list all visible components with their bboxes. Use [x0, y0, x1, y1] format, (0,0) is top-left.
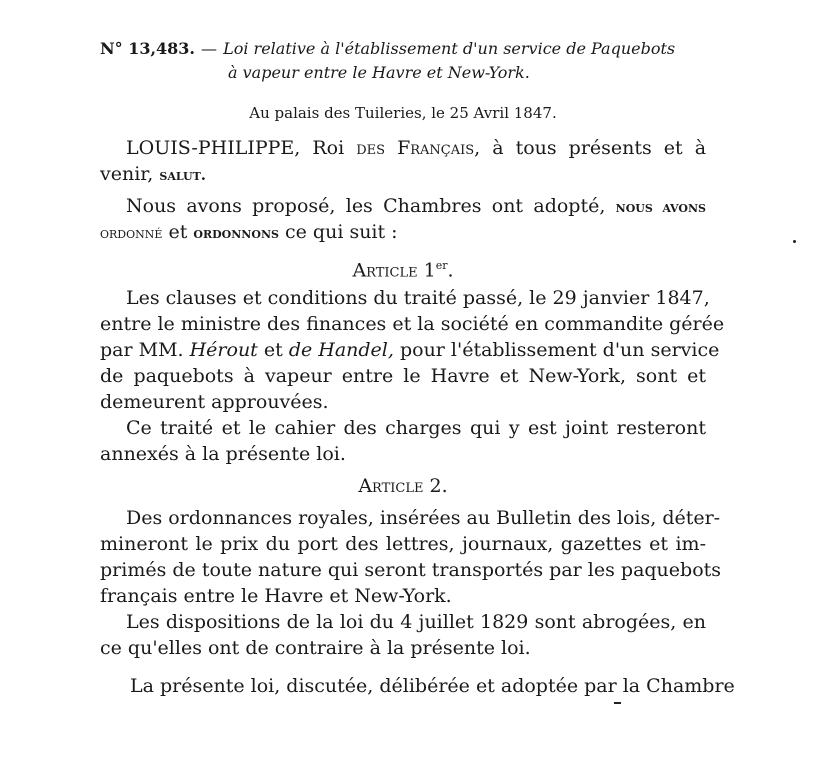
article1-dot: . [447, 259, 454, 282]
a1p1-line1 [100, 286, 710, 310]
salut-word: salut. [159, 166, 206, 184]
a2p1-line1 [100, 506, 721, 530]
a2p1-line2 [100, 532, 706, 556]
preamble-line1 [100, 136, 706, 160]
a2p2-text2: ce qu'elles ont de contraire à la présente loi. [100, 637, 531, 659]
closing-text: La présente loi, discutée, délibérée et adoptée par la Chambre [130, 675, 735, 697]
a2p1-line3 [100, 558, 722, 582]
a1p1-de-handel: de Handel, [288, 339, 394, 361]
king-name: LOUIS-PHILIPPE, [126, 137, 301, 159]
preamble-line2 [100, 162, 206, 187]
a2p1-line4 [100, 584, 452, 608]
a2p1-text3: primés de toute nature qui seront transportés par les paquebots [100, 559, 722, 581]
a1p1-text2: entre le ministre des finances et la société en commandite gérée [100, 313, 725, 335]
a1p1-et: et [263, 339, 283, 361]
article1-heading [100, 254, 706, 282]
article1-sup: er [435, 259, 448, 272]
ce-qui-suit: ce qui suit : [285, 221, 398, 243]
law-header-line2 [228, 60, 530, 85]
a2p1-text4: français entre le Havre et New-York. [100, 585, 452, 607]
a1p2-line2 [100, 442, 346, 466]
a1p1-service: pour l'établissement d'un service [399, 339, 720, 361]
francais-word: Français, [397, 137, 481, 159]
a1p2-line1 [100, 416, 706, 440]
a1p2-text1: Ce traité et le cahier des charges qui y est joint resteront [126, 417, 706, 439]
a1p1-text5: demeurent approuvées. [100, 391, 329, 413]
article1-word: Article [352, 259, 418, 282]
dateline-text: Au palais des Tuileries, le 25 Avril 1847. [249, 104, 557, 122]
ink-speck [614, 702, 621, 704]
roi-word: Roi [312, 137, 345, 159]
a1p1-line4 [100, 364, 706, 388]
a1p1-mm: par MM. [100, 339, 184, 361]
ordonnons-word: ordonnons [193, 224, 279, 242]
a1p2-text2: annexés à la présente loi. [100, 443, 346, 465]
article2-num: 2. [429, 475, 448, 497]
ordonne-word: ordonné [100, 224, 163, 242]
article2-word: Article [358, 475, 424, 497]
law-header-line1 [100, 36, 675, 61]
a2p2-line1 [100, 610, 706, 634]
dateline [100, 100, 706, 125]
article1-num: 1 [423, 259, 436, 282]
a1p1-line3 [100, 338, 720, 362]
closing-line [100, 674, 735, 698]
law-number: N° 13,483. [100, 39, 195, 58]
article2-heading [100, 474, 706, 498]
header-dash: — [201, 39, 218, 58]
ink-speck [793, 240, 796, 243]
preamble-rest: à tous présents et à [492, 137, 707, 159]
a2p1-text2: mineront le prix du port des lettres, journaux, gazettes et im- [100, 533, 706, 555]
a2p2-text1: Les dispositions de la loi du 4 juillet 1829 sont abrogées, en [126, 611, 706, 633]
law-title-line2: à vapeur entre le Havre et New-York. [228, 63, 530, 82]
a1p1-line2 [100, 312, 725, 336]
a2p1-text1: Des ordonnances royales, insérées au Bulletin des lois, déter- [126, 507, 721, 529]
law-title-line1: Loi relative à l'établissement d'un service de Paquebots [223, 39, 676, 58]
proposal-text: Nous avons proposé, les Chambres ont adopté, [126, 195, 606, 217]
nous-avons: nous avons [615, 198, 706, 216]
et-word: et [168, 221, 188, 243]
a1p1-herout: Hérout [189, 339, 258, 361]
proposal-line2 [100, 220, 398, 245]
venir-word: venir, [100, 163, 154, 185]
a1p1-text4: de paquebots à vapeur entre le Havre et New-York, sont et [100, 365, 706, 387]
proposal-line1 [100, 194, 706, 219]
a2p2-line2 [100, 636, 531, 660]
a1p1-line5 [100, 390, 329, 414]
des-word: des [356, 137, 386, 159]
a1p1-text1: Les clauses et conditions du traité passé, le 29 janvier 1847, [126, 287, 710, 309]
